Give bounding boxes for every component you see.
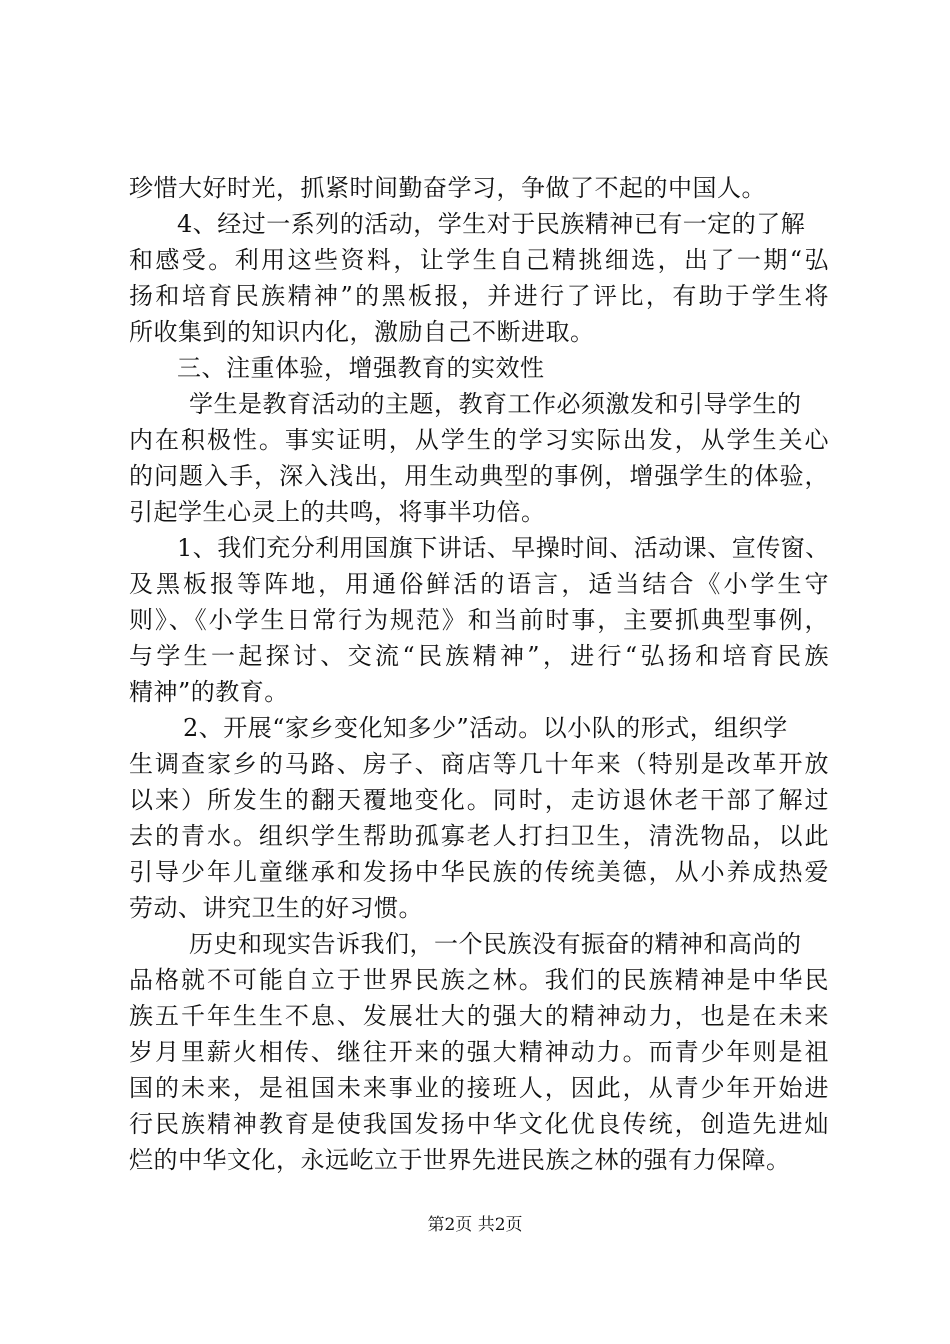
- text-line: 扬和培育民族精神”的黑板报，并进行了评比，有助于学生将: [129, 282, 829, 310]
- text-line: 行民族精神教育是使我国发扬中华文化优良传统，创造先进灿: [129, 1110, 829, 1138]
- text-line: 烂的中华文化，永远屹立于世界先进民族之林的强有力保障。: [129, 1146, 791, 1174]
- text-line: 及黑板报等阵地，用通俗鲜活的语言，适当结合《小学生守: [129, 570, 829, 598]
- text-line: 岁月里薪火相传、继往开来的强大精神动力。而青少年则是祖: [129, 1038, 829, 1066]
- text-line: 所收集到的知识内化，激励自己不断进取。: [129, 318, 595, 346]
- text-line: 2、开展“家乡变化知多少”活动。以小队的形式，组织学: [183, 714, 788, 742]
- text-line: 去的青水。组织学生帮助孤寡老人打扫卫生，清洗物品，以此: [129, 822, 829, 850]
- text-line: 4、经过一系列的活动，学生对于民族精神已有一定的了解: [177, 210, 806, 238]
- text-line: 品格就不可能自立于世界民族之林。我们的民族精神是中华民: [129, 966, 829, 994]
- text-line: 1、我们充分利用国旗下讲话、早操时间、活动课、宣传窗、: [177, 534, 830, 562]
- text-line: 则》、《小学生日常行为规范》和当前时事，主要抓典型事例，: [129, 606, 829, 634]
- text-line: 的问题入手，深入浅出，用生动典型的事例，增强学生的体验，: [129, 462, 829, 490]
- document-body: [129, 170, 829, 1178]
- text-line: 以来）所发生的翻天覆地变化。同时，走访退休老干部了解过: [129, 786, 829, 814]
- text-line: 引导少年儿童继承和发扬中华民族的传统美德，从小养成热爱: [129, 858, 829, 886]
- text-line: 族五千年生生不息、发展壮大的强大的精神动力，也是在未来: [129, 1002, 829, 1030]
- section-heading: 三、注重体验，增强教育的实效性: [177, 354, 545, 382]
- text-line: 历史和现实告诉我们，一个民族没有振奋的精神和高尚的: [189, 930, 802, 958]
- page-number-footer: 第2页 共2页: [427, 1215, 523, 1235]
- text-line: 引起学生心灵上的共鸣，将事半功倍。: [129, 498, 546, 526]
- text-line: 精神”的教育。: [129, 678, 289, 706]
- text-line: 国的未来，是祖国未来事业的接班人，因此，从青少年开始进: [129, 1074, 829, 1102]
- text-line: 学生是教育活动的主题，教育工作必须激发和引导学生的: [189, 390, 802, 418]
- text-line: 生调查家乡的马路、房子、商店等几十年来（特别是改革开放: [129, 750, 829, 778]
- text-line: 劳动、讲究卫生的好习惯。: [129, 894, 423, 922]
- text-line: 珍惜大好时光，抓紧时间勤奋学习，争做了不起的中国人。: [129, 174, 766, 202]
- text-line: 内在积极性。事实证明，从学生的学习实际出发，从学生关心: [129, 426, 829, 454]
- text-line: 与学生一起探讨、交流“民族精神”，进行“弘扬和培育民族: [129, 642, 829, 670]
- text-line: 和感受。利用这些资料，让学生自己精挑细选，出了一期“弘: [129, 246, 829, 274]
